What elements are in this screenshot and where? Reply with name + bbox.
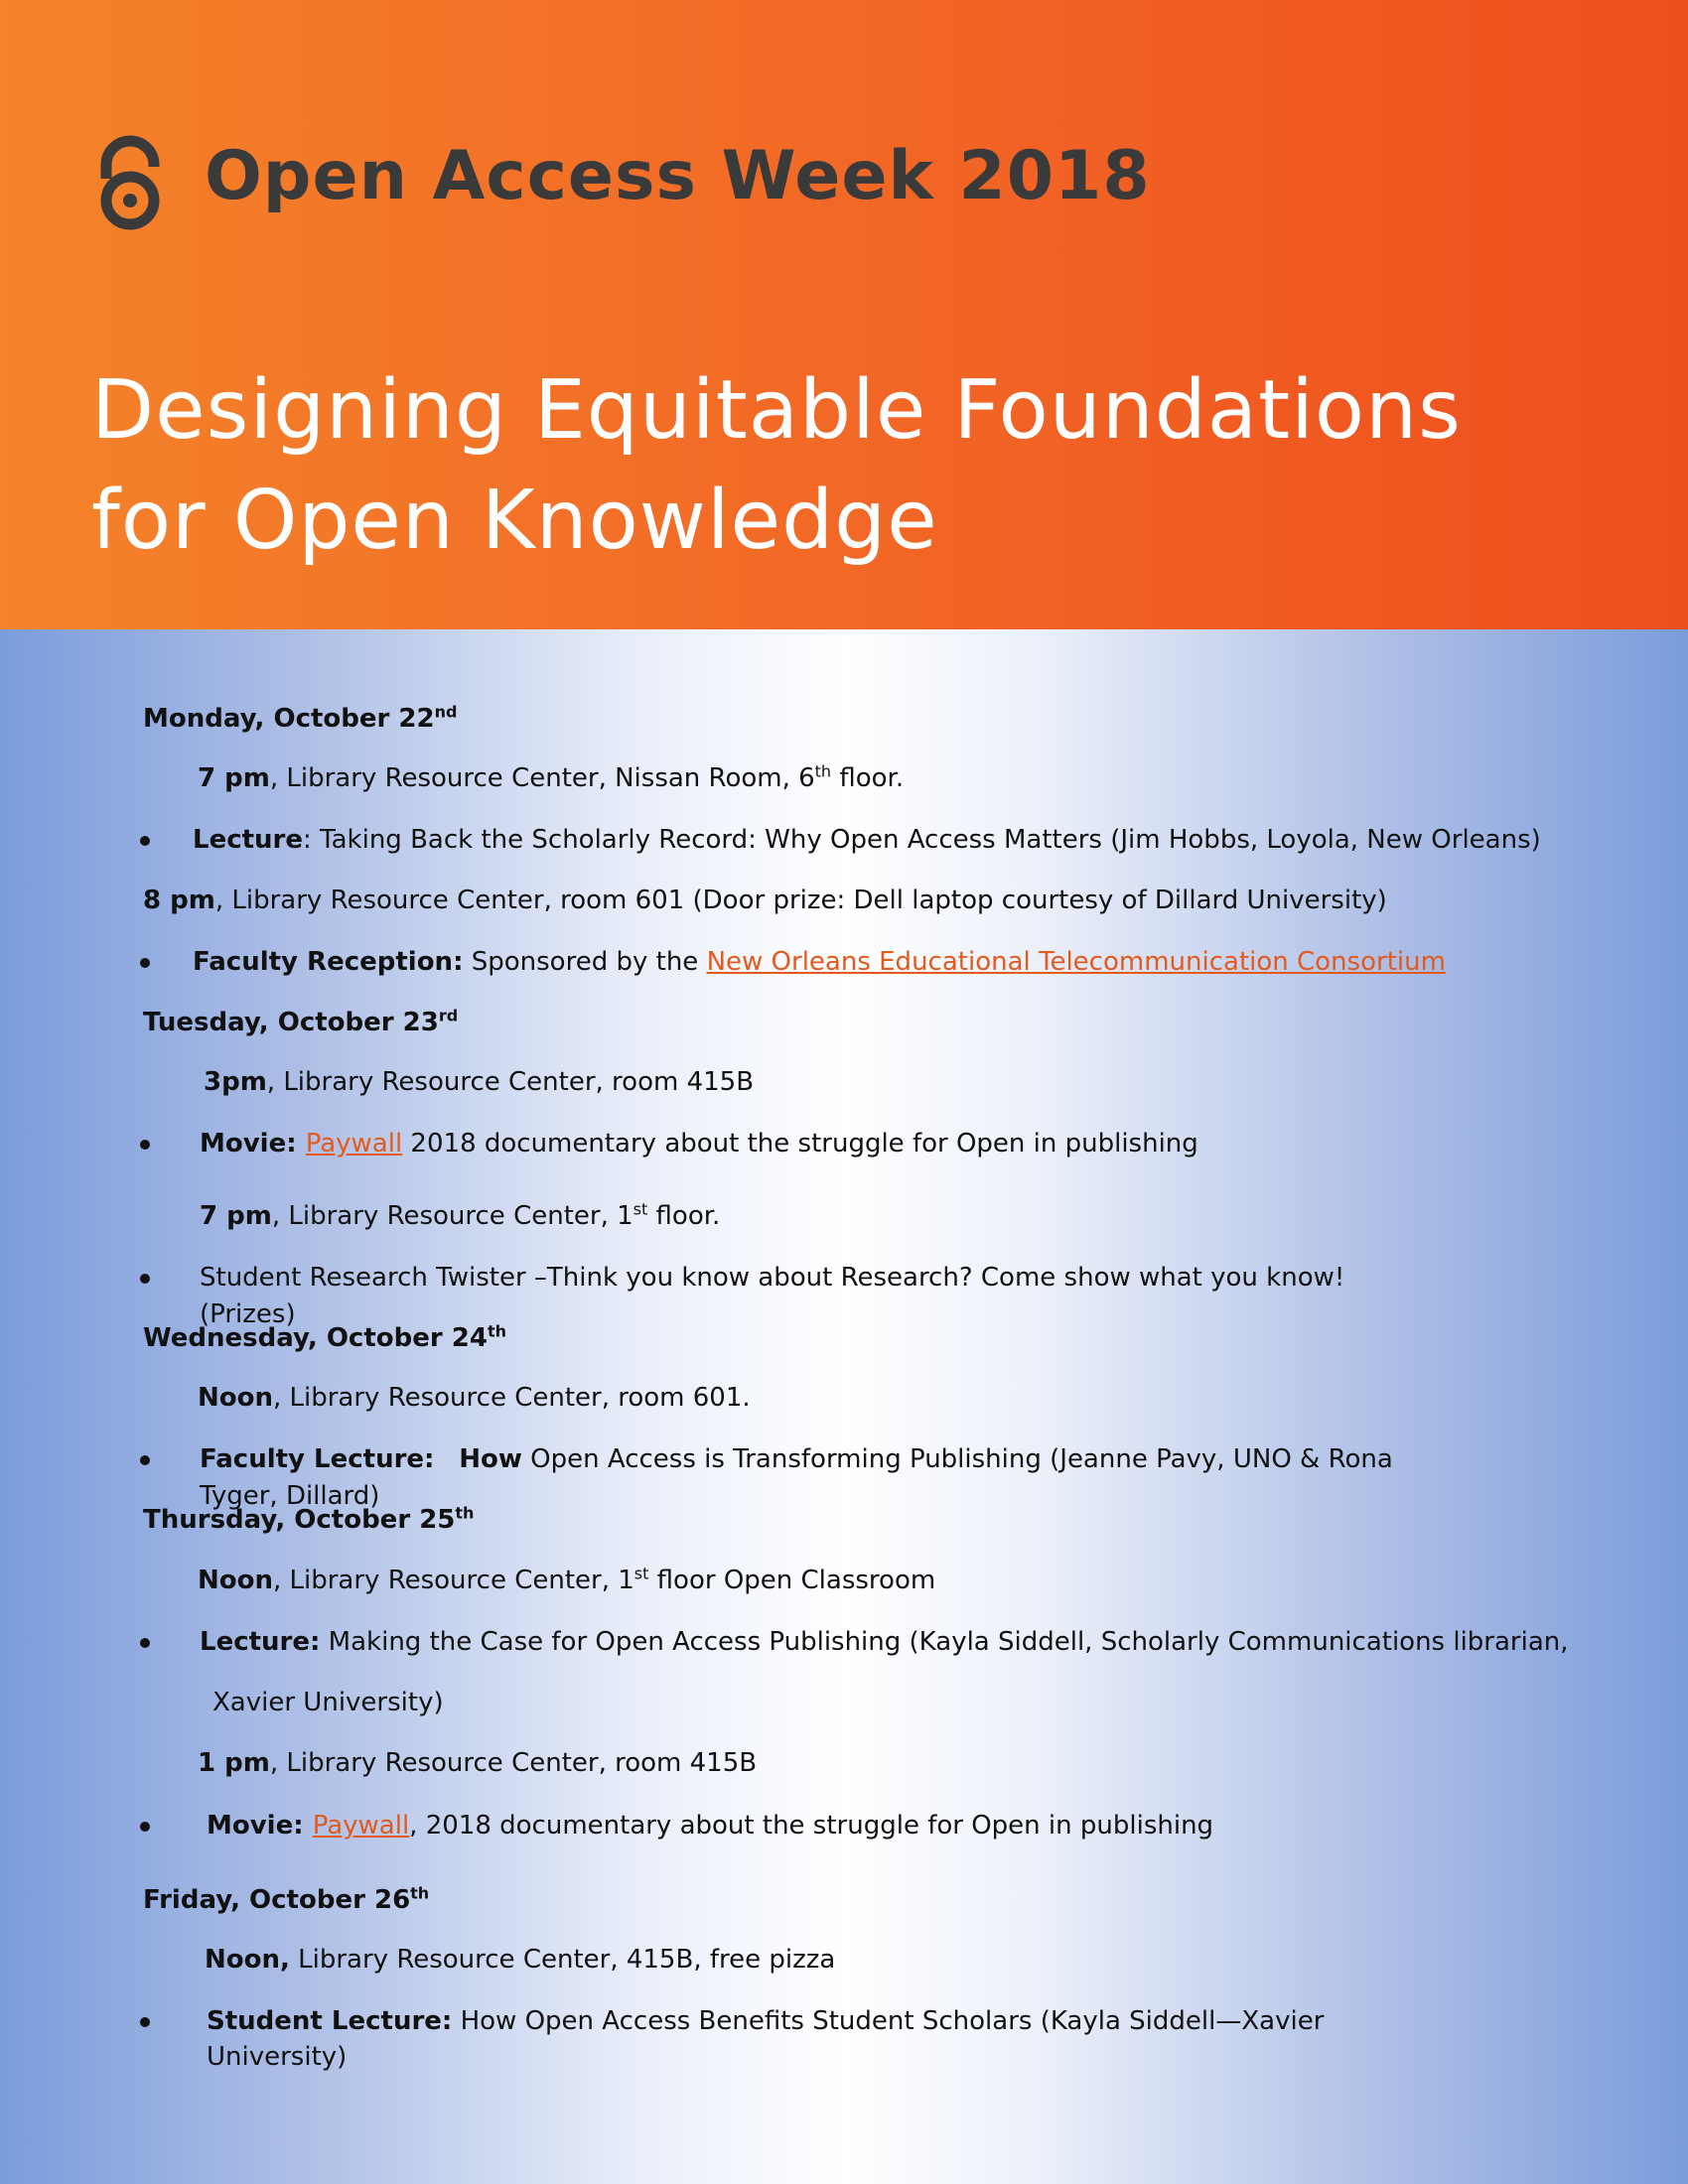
bullet-icon xyxy=(140,1140,150,1150)
session-thursday-1: Noon, Library Resource Center, 1st floor Open Classroom xyxy=(198,1564,936,1595)
event-friday-lecture: Student Lecture: How Open Access Benefits Student Scholars (Kayla Siddell—Xavier xyxy=(207,2006,1325,2036)
event-thursday-movie: Movie: Paywall, 2018 documentary about the struggle for Open in publishing xyxy=(207,1811,1214,1841)
session-tuesday-2: 7 pm, Library Resource Center, 1st floor. xyxy=(200,1199,721,1231)
day-heading-thursday: Thursday, October 25th xyxy=(143,1503,475,1535)
session-wednesday-1: Noon, Library Resource Center, room 601. xyxy=(198,1383,751,1413)
session-monday-2: 8 pm, Library Resource Center, room 601 (Door prize: Dell laptop courtesy of Dillard University) xyxy=(143,886,1387,915)
day-heading-wednesday: Wednesday, October 24th xyxy=(143,1321,506,1353)
event-tuesday-twister: Student Research Twister –Think you know about Research? Come show what you know! xyxy=(200,1263,1345,1293)
event-monday-reception: Faculty Reception: Sponsored by the New Orleans Educational Telecommunication Consortium xyxy=(193,947,1446,977)
bullet-icon xyxy=(140,836,150,846)
bullet-icon xyxy=(140,958,150,968)
open-access-lock-icon xyxy=(93,135,167,230)
session-monday-1: 7 pm, Library Resource Center, Nissan Room, 6th floor. xyxy=(198,761,905,793)
netc-link[interactable]: New Orleans Educational Telecommunication Consortium xyxy=(706,947,1446,977)
event-tuesday-twister-line2: (Prizes) xyxy=(200,1299,296,1329)
event-monday-lecture: Lecture: Taking Back the Scholarly Record: Why Open Access Matters (Jim Hobbs, Loyola, New Orleans) xyxy=(193,825,1541,855)
theme-title xyxy=(91,355,1640,576)
day-heading-monday: Monday, October 22nd xyxy=(143,702,458,734)
paywall-link[interactable]: Paywall xyxy=(305,1129,403,1159)
theme-title-line1: Designing Equitable Foundations xyxy=(91,363,1462,458)
event-wednesday-lecture: Faculty Lecture: How Open Access is Transforming Publishing (Jeanne Pavy, UNO & Rona xyxy=(200,1444,1393,1474)
bullet-icon xyxy=(140,1274,150,1284)
event-friday-lecture-line2: University) xyxy=(207,2042,348,2072)
session-tuesday-1: 3pm, Library Resource Center, room 415B xyxy=(204,1067,755,1097)
session-thursday-2: 1 pm, Library Resource Center, room 415B xyxy=(198,1748,758,1778)
event-thursday-lecture: Lecture: Making the Case for Open Access Publishing (Kayla Siddell, Scholarly Communications librarian, xyxy=(200,1627,1569,1657)
header-banner xyxy=(0,0,1688,629)
paywall-link[interactable]: Paywall xyxy=(312,1811,410,1841)
brand-title: Open Access Week 2018 xyxy=(205,137,1151,215)
bullet-icon xyxy=(140,1822,150,1832)
bullet-icon xyxy=(140,1455,150,1465)
day-heading-friday: Friday, October 26th xyxy=(143,1883,430,1915)
event-tuesday-movie: Movie: Paywall 2018 documentary about the struggle for Open in publishing xyxy=(200,1129,1198,1159)
bullet-icon xyxy=(140,2017,150,2027)
bullet-icon xyxy=(140,1638,150,1648)
session-friday-1: Noon, Library Resource Center, 415B, free pizza xyxy=(205,1945,836,1975)
event-wednesday-lecture-line2: Tyger, Dillard) xyxy=(200,1481,380,1511)
theme-title-line2: for Open Knowledge xyxy=(91,474,938,568)
event-thursday-lecture-line2: Xavier University) xyxy=(212,1688,444,1717)
day-heading-tuesday: Tuesday, October 23rd xyxy=(143,1006,459,1037)
